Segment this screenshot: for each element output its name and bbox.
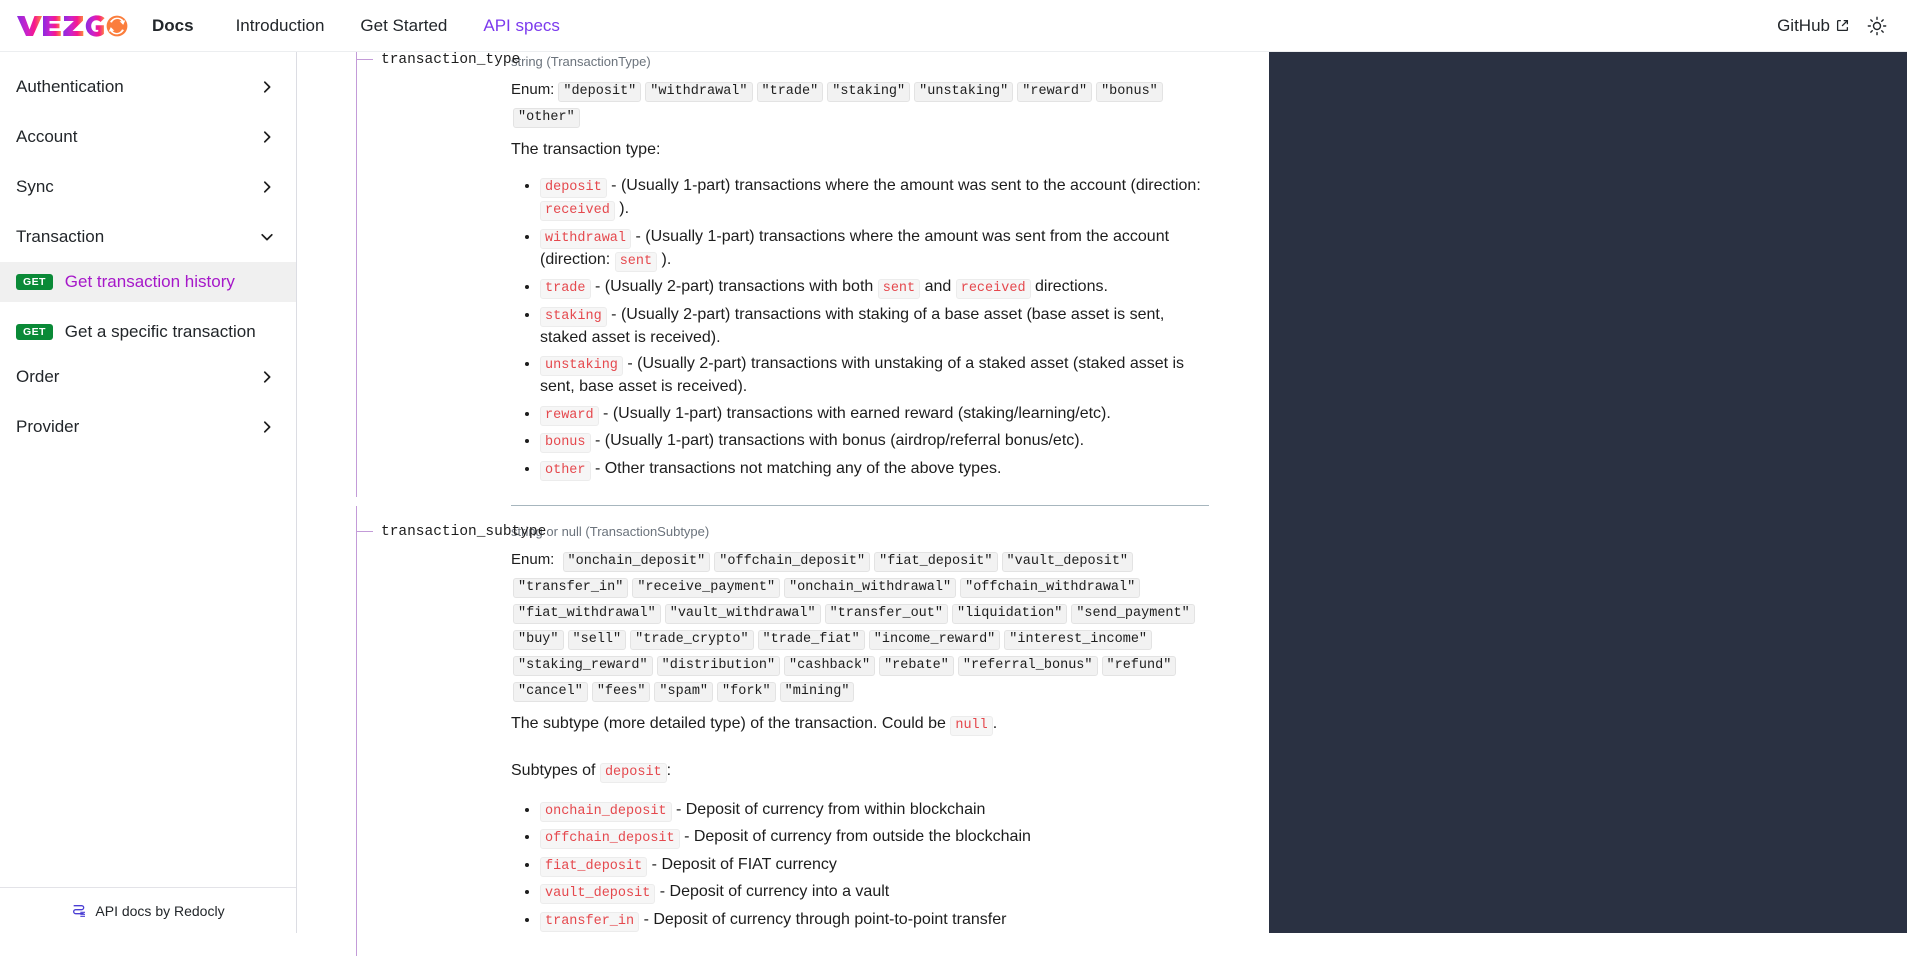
redocly-footer-label: API docs by Redocly	[95, 902, 225, 919]
code-chip: deposit	[540, 178, 607, 198]
list-item-text: - Deposit of currency from outside the blockchain	[679, 828, 1031, 845]
nav-link-introduction[interactable]: Introduction	[235, 15, 325, 35]
redocly-logo-icon	[71, 903, 87, 919]
tree-stub	[356, 531, 373, 532]
code-chip: received	[956, 279, 1031, 299]
enum-chip: "withdrawal"	[645, 82, 752, 102]
enum-chip: "distribution"	[657, 656, 780, 676]
deposit-subtype-bullet-list	[511, 799, 1209, 929]
enum-chip: "refund"	[1102, 656, 1177, 676]
sun-icon	[1867, 16, 1887, 36]
enum-chip: "transfer_out"	[825, 604, 948, 624]
enum-chip: "income_reward"	[869, 630, 1001, 650]
enum-chip: "vault_deposit"	[1002, 552, 1134, 572]
field-description	[511, 713, 1209, 736]
sidebar-item-label: Provider	[16, 417, 80, 436]
sidebar-item-order[interactable]	[0, 352, 296, 402]
enum-chip: "onchain_deposit"	[563, 552, 711, 572]
enum-chip: "trade"	[757, 82, 824, 102]
list-item-text: - (Usually 1-part) transactions where the amount was sent from the account (direction:	[540, 227, 1170, 268]
list-item	[540, 430, 1209, 453]
enum-chip: "buy"	[513, 630, 564, 650]
sidebar	[0, 52, 297, 933]
enum-chip: "sell"	[568, 630, 627, 650]
list-item	[540, 854, 1209, 877]
list-item-text: - Other transactions not matching any of the above types.	[590, 459, 1002, 477]
code-chip: onchain_deposit	[540, 802, 672, 822]
enum-chip: "fork"	[717, 682, 776, 702]
list-item-text: - (Usually 2-part) transactions with both	[590, 278, 878, 295]
code-chip: offchain_deposit	[540, 829, 680, 849]
code-chip: null	[950, 716, 992, 736]
enum-chip: "spam"	[654, 682, 713, 702]
nav-link-api-specs[interactable]: API specs	[483, 15, 560, 35]
list-item-text: and	[920, 278, 956, 295]
field-name-transaction-subtype: transaction_subtype	[381, 523, 547, 540]
code-chip: staking	[540, 307, 607, 327]
redocly-footer-link[interactable]	[0, 887, 296, 933]
tree-line	[356, 52, 357, 497]
enum-chip: "send_payment"	[1071, 604, 1194, 624]
spacer	[0, 302, 296, 312]
top-navbar	[0, 0, 1907, 52]
sidebar-scroll-area[interactable]	[0, 52, 296, 887]
vezgo-logo[interactable]	[16, 10, 128, 42]
enum-chip: "cashback"	[784, 656, 875, 676]
sidebar-item-transaction[interactable]	[0, 212, 296, 262]
enum-chip: "other"	[513, 108, 580, 128]
list-item	[540, 226, 1209, 272]
tree-line	[356, 506, 357, 956]
list-item-text: - Deposit of currency through point-to-point transfer	[639, 910, 1007, 928]
enum-chip: "fees"	[592, 682, 651, 702]
field-body	[511, 523, 1269, 929]
spacer	[0, 52, 296, 62]
enum-chip: "transfer_in"	[513, 578, 628, 598]
enum-chip: "fiat_withdrawal"	[513, 604, 661, 624]
nav-link-get-started[interactable]: Get Started	[360, 15, 448, 35]
transaction-type-bullet-list	[511, 175, 1209, 481]
code-chip: reward	[540, 406, 599, 426]
vezgo-logo-icon	[16, 10, 128, 42]
chevron-down-icon	[260, 230, 274, 244]
chevron-right-icon	[260, 130, 274, 144]
list-item-text: - (Usually 1-part) transactions with earned reward (staking/learning/etc).	[598, 404, 1111, 422]
code-sample-panel	[1269, 52, 1907, 933]
list-item	[540, 403, 1209, 426]
list-item-text: - (Usually 2-part) transactions with staking of a base asset (base asset is sent, staked asset is received).	[540, 305, 1165, 346]
enum-chip: "fiat_deposit"	[874, 552, 997, 572]
code-chip: bonus	[540, 433, 591, 453]
code-chip: unstaking	[540, 356, 623, 376]
sidebar-item-provider[interactable]	[0, 402, 296, 452]
list-item-text: - (Usually 1-part) transactions with bonus (airdrop/referral bonus/etc).	[590, 432, 1085, 449]
enum-chip: "trade_fiat"	[758, 630, 865, 650]
field-name-transaction-type: transaction_type	[381, 52, 521, 68]
enum-chip: "cancel"	[513, 682, 588, 702]
enum-label: Enum:	[511, 550, 555, 568]
enum-chip: "staking_reward"	[513, 656, 653, 676]
list-item	[540, 458, 1209, 481]
enum-chip: "staking"	[827, 82, 910, 102]
chevron-right-icon	[260, 370, 274, 384]
list-item	[540, 276, 1209, 299]
field-type-line: string (TransactionType)	[511, 54, 651, 69]
code-chip: transfer_in	[540, 912, 639, 932]
navbar-right	[1777, 16, 1887, 36]
enum-chip: "rebate"	[879, 656, 954, 676]
main-content	[297, 52, 1269, 933]
sidebar-item-account[interactable]	[0, 112, 296, 162]
method-badge-get: GET	[16, 274, 53, 290]
sidebar-item-label: Transaction	[16, 227, 105, 246]
sidebar-item-label: Sync	[16, 177, 54, 196]
field-body	[511, 54, 1269, 506]
enum-row	[511, 547, 1209, 703]
list-item-text: ).	[657, 250, 672, 268]
enum-chip: "liquidation"	[952, 604, 1067, 624]
subtypes-heading-text: Subtypes of	[511, 761, 600, 779]
sidebar-item-authentication[interactable]	[0, 62, 296, 112]
sidebar-item-get-transaction-history[interactable]	[0, 262, 296, 302]
sidebar-item-label: Get a specific transaction	[64, 322, 256, 341]
list-item	[540, 304, 1209, 349]
list-item	[540, 175, 1209, 221]
code-chip: sent	[615, 252, 657, 272]
theme-toggle-button[interactable]	[1867, 16, 1887, 36]
sidebar-item-get-a-specific-transaction[interactable]	[0, 312, 296, 352]
list-item	[540, 881, 1209, 904]
enum-chip: "onchain_withdrawal"	[784, 578, 956, 598]
enum-chip: "referral_bonus"	[958, 656, 1098, 676]
enum-chip: "deposit"	[558, 82, 641, 102]
chevron-right-icon	[260, 180, 274, 194]
enum-chip: "bonus"	[1096, 82, 1163, 102]
nav-link-docs[interactable]: Docs	[152, 15, 194, 35]
code-chip: other	[540, 461, 591, 481]
method-badge-get: GET	[16, 324, 53, 340]
enum-chip: "offchain_withdrawal"	[960, 578, 1140, 598]
enum-label: Enum:	[511, 81, 555, 98]
list-item-text: ).	[614, 200, 630, 217]
description-text: .	[992, 714, 998, 732]
field-transaction-subtype	[297, 506, 1269, 929]
code-chip: deposit	[600, 763, 667, 783]
subtypes-heading-text: :	[666, 761, 672, 779]
list-item	[540, 909, 1209, 929]
field-type-line: string or null (TransactionSubtype)	[511, 523, 710, 539]
enum-chip: "receive_payment"	[632, 578, 780, 598]
field-description: The transaction type:	[511, 141, 661, 158]
code-chip: withdrawal	[540, 229, 631, 249]
enum-chip: "vault_withdrawal"	[665, 604, 821, 624]
enum-chip: "interest_income"	[1004, 630, 1152, 650]
code-chip: received	[540, 201, 615, 221]
list-item-text: - Deposit of currency into a vault	[655, 883, 890, 900]
list-item	[540, 799, 1209, 822]
field-transaction-type	[297, 52, 1269, 506]
enum-chip: "unstaking"	[914, 82, 1013, 102]
list-item-text: - Deposit of currency from within blockchain	[671, 800, 986, 818]
list-item-text: directions.	[1030, 278, 1108, 295]
chevron-right-icon	[260, 420, 274, 434]
chevron-right-icon	[260, 80, 274, 94]
enum-chip: "reward"	[1017, 82, 1092, 102]
tree-stub	[356, 59, 373, 60]
code-chip: sent	[878, 279, 920, 299]
list-item-text: - (Usually 1-part) transactions where the amount was sent to the account (direction:	[606, 177, 1201, 194]
list-item-text: - Deposit of FIAT currency	[647, 855, 837, 873]
external-link-icon	[1836, 19, 1849, 32]
sidebar-item-label: Order	[16, 367, 60, 386]
list-item-text: - (Usually 2-part) transactions with unstaking of a staked asset (staked asset is sent, base asset is received).	[540, 355, 1185, 395]
enum-chip: "offchain_deposit"	[714, 552, 870, 572]
code-chip: trade	[540, 279, 591, 299]
list-item	[540, 353, 1209, 398]
subtypes-heading	[511, 760, 1209, 783]
enum-chip: "mining"	[780, 682, 855, 702]
code-chip: fiat_deposit	[540, 857, 647, 877]
enum-row	[511, 77, 1209, 129]
github-label: GitHub	[1777, 15, 1830, 35]
sidebar-item-label: Get transaction history	[64, 272, 235, 291]
list-item	[540, 826, 1209, 849]
enum-chip: "trade_crypto"	[630, 630, 753, 650]
code-chip: vault_deposit	[540, 884, 655, 904]
sidebar-item-label: Account	[16, 127, 78, 146]
sidebar-item-sync[interactable]	[0, 162, 296, 212]
github-link[interactable]	[1777, 16, 1849, 36]
sidebar-item-label: Authentication	[16, 77, 124, 96]
description-text: The subtype (more detailed type) of the transaction. Could be	[511, 714, 951, 732]
nav-links	[146, 16, 578, 36]
